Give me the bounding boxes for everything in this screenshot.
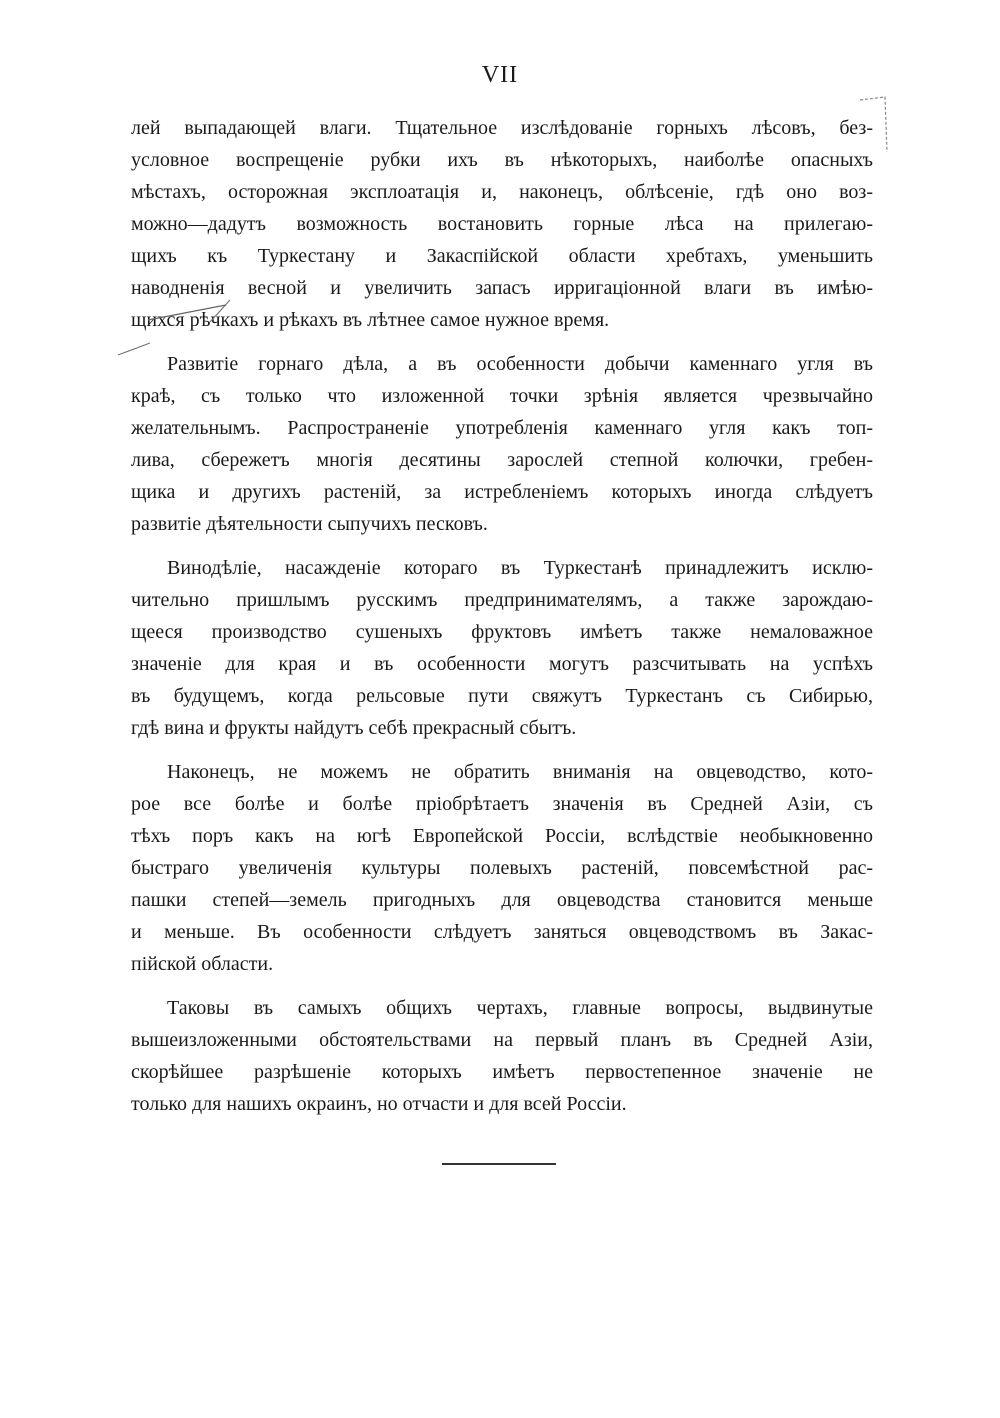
paragraph-1 [131, 112, 873, 336]
text-line: развитіе дѣятельности сыпучихъ песковъ. [131, 513, 488, 535]
text-line: скорѣйшее разрѣшеніе которыхъ имѣетъ первостепенное значеніе не [131, 1061, 873, 1083]
body-text [131, 112, 873, 1120]
text-line: Таковы въ самыхъ общихъ чертахъ, главные вопросы, выдвинутые [167, 997, 873, 1019]
text-line: только для нашихъ окраинъ, но отчасти и для всей Россіи. [131, 1093, 627, 1115]
text-line: въ будущемъ, когда рельсовые пути свяжутъ Туркестанъ съ Сибирью, [131, 685, 873, 707]
text-line: Развитіе горнаго дѣла, а въ особенности добычи каменнаго угля въ [167, 353, 873, 375]
text-line: вышеизложенными обстоятельствами на первый планъ въ Средней Азіи, [131, 1029, 873, 1051]
text-line: и меньше. Въ особенности слѣдуетъ заняться овцеводствомъ въ Закас- [131, 921, 873, 943]
text-line: пійской области. [131, 953, 274, 975]
text-line: щихся рѣчкахъ и рѣкахъ въ лѣтнее самое нужное время. [131, 309, 610, 331]
paragraph-5 [131, 992, 873, 1120]
paragraph-2 [131, 348, 873, 540]
page-number: VII [481, 62, 519, 88]
text-line: условное воспрещеніе рубки ихъ въ нѣкоторыхъ, наиболѣе опасныхъ [131, 149, 873, 171]
text-line: Наконецъ, не можемъ не обратить вниманія на овцеводство, кото- [167, 761, 873, 783]
text-line: можно—дадутъ возможность востановить горные лѣса на прилегаю- [131, 213, 873, 235]
text-line: пашки степей—земель пригодныхъ для овцеводства становится меньше [131, 889, 873, 911]
text-line: щееся производство сушеныхъ фруктовъ имѣетъ также немаловажное [131, 621, 873, 643]
text-line: наводненія весной и увеличить запасъ ирригаціонной влаги въ имѣю- [131, 277, 873, 299]
paragraph-3 [131, 552, 873, 744]
section-divider [442, 1163, 556, 1165]
text-line: мѣстахъ, осторожная эксплоатація и, наконецъ, облѣсеніе, гдѣ оно воз- [131, 181, 873, 203]
text-line: гдѣ вина и фрукты найдутъ себѣ прекрасный сбытъ. [131, 717, 577, 739]
text-line: значеніе для края и въ особенности могутъ разсчитывать на успѣхъ [131, 653, 873, 675]
text-line: желательнымъ. Распространеніе употребленія каменнаго угля какъ топ- [131, 417, 873, 439]
text-line: лей выпадающей влаги. Тщательное изслѣдованіе горныхъ лѣсовъ, без- [131, 117, 873, 139]
text-line: Винодѣліе, насажденіе котораго въ Туркестанѣ принадлежитъ исклю- [167, 557, 873, 579]
text-line: щика и другихъ растеній, за истребленіемъ которыхъ иногда слѣдуетъ [131, 481, 873, 503]
text-line: тѣхъ поръ какъ на югѣ Европейской Россіи, вслѣдствіе необыкновенно [131, 825, 873, 847]
paragraph-4 [131, 756, 873, 980]
text-line: рое все болѣе и болѣе пріобрѣтаетъ значенія въ Средней Азіи, съ [131, 793, 873, 815]
text-line: чительно пришлымъ русскимъ предпринимателямъ, а также зарождаю- [131, 589, 873, 611]
text-line: щихъ къ Туркестану и Закаспійской области хребтахъ, уменьшить [131, 245, 873, 267]
text-line: быстраго увеличенія культуры полевыхъ растеній, повсемѣстной рас- [131, 857, 873, 879]
text-line: краѣ, съ только что изложенной точки зрѣнія является чрезвычайно [131, 385, 873, 407]
text-line: лива, сбережетъ многія десятины зарослей степной колючки, гребен- [131, 449, 873, 471]
